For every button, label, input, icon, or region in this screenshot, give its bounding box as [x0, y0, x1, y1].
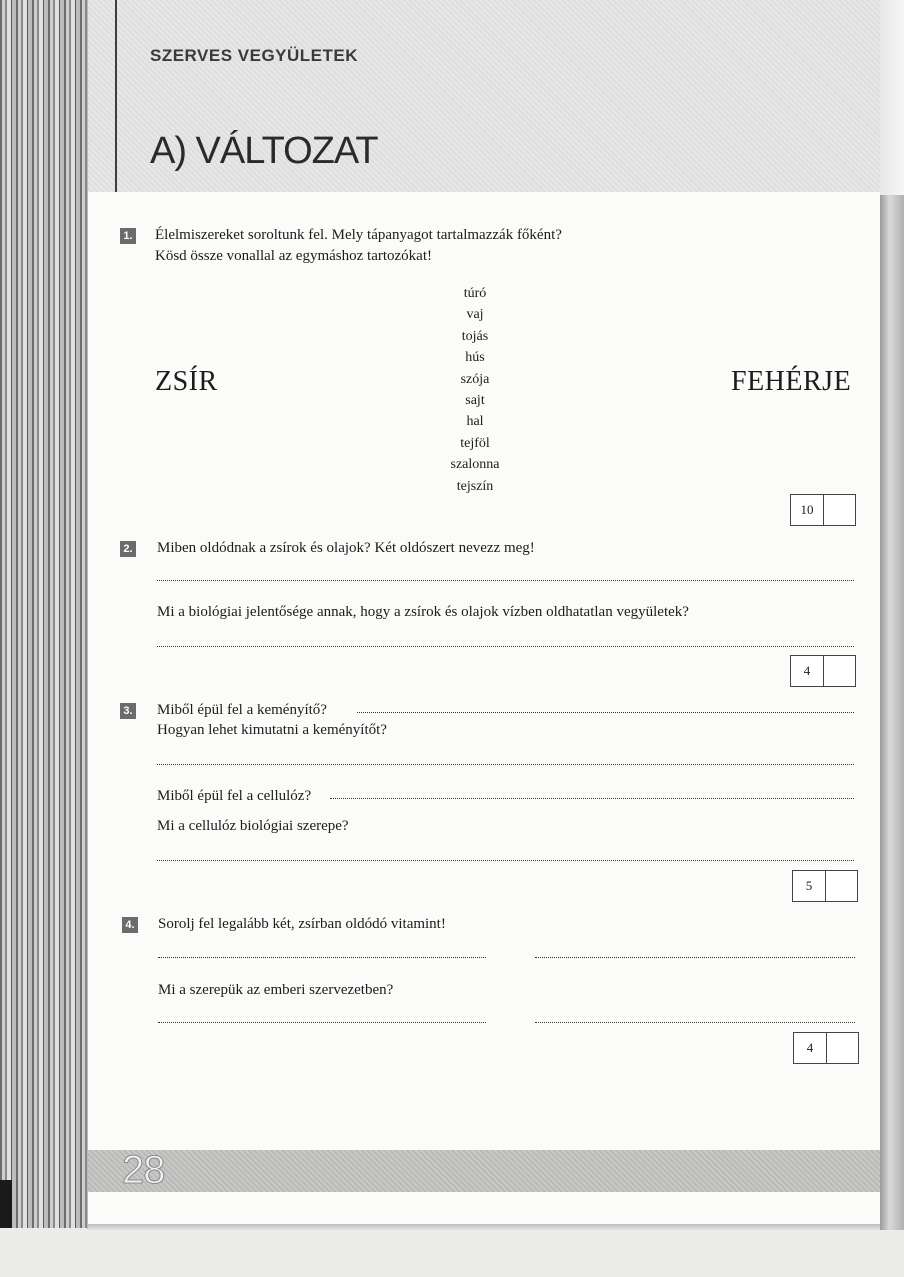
- scan-bottom-margin: [0, 1228, 904, 1277]
- answer-line[interactable]: [157, 646, 854, 647]
- answer-line[interactable]: [535, 957, 855, 958]
- food-list: [420, 283, 530, 497]
- answer-line[interactable]: [158, 1022, 486, 1023]
- question-3-line-3: Miből épül fel a cellulóz?: [157, 788, 312, 804]
- food-item[interactable]: hús: [465, 350, 485, 366]
- question-2-number: 2.: [120, 541, 136, 557]
- question-4-line-2: Mi a szerepük az emberi szervezetben?: [158, 982, 394, 998]
- question-3-max-points: 5: [793, 871, 826, 901]
- question-3-text-1: Miből épül fel a keményítő?: [157, 702, 327, 718]
- question-2-score-box[interactable]: [790, 655, 856, 687]
- answer-line[interactable]: [330, 798, 854, 799]
- question-1-line-2: Kösd össze vonallal az egymáshoz tartozókat!: [155, 248, 432, 264]
- food-item[interactable]: szalonna: [450, 457, 500, 473]
- question-4-number: 4.: [122, 917, 138, 933]
- question-2-line-1: Miben oldódnak a zsírok és olajok? Két oldószert nevezz meg!: [157, 540, 535, 556]
- question-2-max-points: 4: [791, 656, 824, 686]
- page-number: 28: [122, 1148, 165, 1192]
- question-1-line-1: Élelmiszereket soroltunk fel. Mely tápanyagot tartalmazzák főként?: [155, 227, 562, 243]
- question-3-number: 3.: [120, 703, 136, 719]
- variant-title: A) VÁLTOZAT: [150, 130, 378, 172]
- question-3-line-2: Hogyan lehet kimutatni a keményítőt?: [157, 722, 387, 738]
- section-label: SZERVES VEGYÜLETEK: [150, 46, 359, 65]
- food-item[interactable]: tojás: [461, 328, 489, 344]
- question-2-line-2: Mi a biológiai jelentősége annak, hogy a zsírok és olajok vízben oldhatatlan vegyületek?: [157, 604, 689, 620]
- question-4-line-1: Sorolj fel legalább két, zsírban oldódó vitamint!: [158, 916, 446, 932]
- question-4-score-box[interactable]: [793, 1032, 859, 1064]
- header-rule: [115, 0, 117, 192]
- answer-line[interactable]: [535, 1022, 855, 1023]
- food-item[interactable]: túró: [463, 286, 487, 301]
- question-1-score-box[interactable]: [790, 494, 856, 526]
- scan-edge-right-top: [880, 0, 904, 195]
- answer-line[interactable]: [157, 860, 854, 861]
- question-1-max-points: 10: [791, 495, 824, 525]
- answer-line[interactable]: [157, 580, 854, 581]
- question-3-line-4: Mi a cellulóz biológiai szerepe?: [157, 818, 349, 834]
- page-bottom-shadow: [88, 1224, 880, 1230]
- food-item[interactable]: sajt: [465, 392, 485, 408]
- nutrient-protein-label[interactable]: FEHÉRJE: [731, 366, 852, 397]
- answer-line[interactable]: [157, 764, 854, 765]
- food-item[interactable]: tejszín: [456, 478, 494, 494]
- question-3-line-1: [157, 702, 327, 719]
- food-item[interactable]: szója: [460, 371, 490, 387]
- question-4-max-points: 4: [794, 1033, 827, 1063]
- answer-line[interactable]: [158, 957, 486, 958]
- food-item[interactable]: hal: [466, 414, 484, 430]
- food-item[interactable]: vaj: [466, 307, 484, 323]
- footer-band: [88, 1150, 880, 1192]
- scan-edge-left: [0, 0, 92, 1228]
- nutrient-fat-label[interactable]: ZSÍR: [155, 366, 218, 397]
- question-1-number: 1.: [120, 228, 136, 244]
- question-3-score-box[interactable]: [792, 870, 858, 902]
- food-item[interactable]: tejföl: [460, 435, 490, 451]
- answer-line[interactable]: [357, 712, 854, 713]
